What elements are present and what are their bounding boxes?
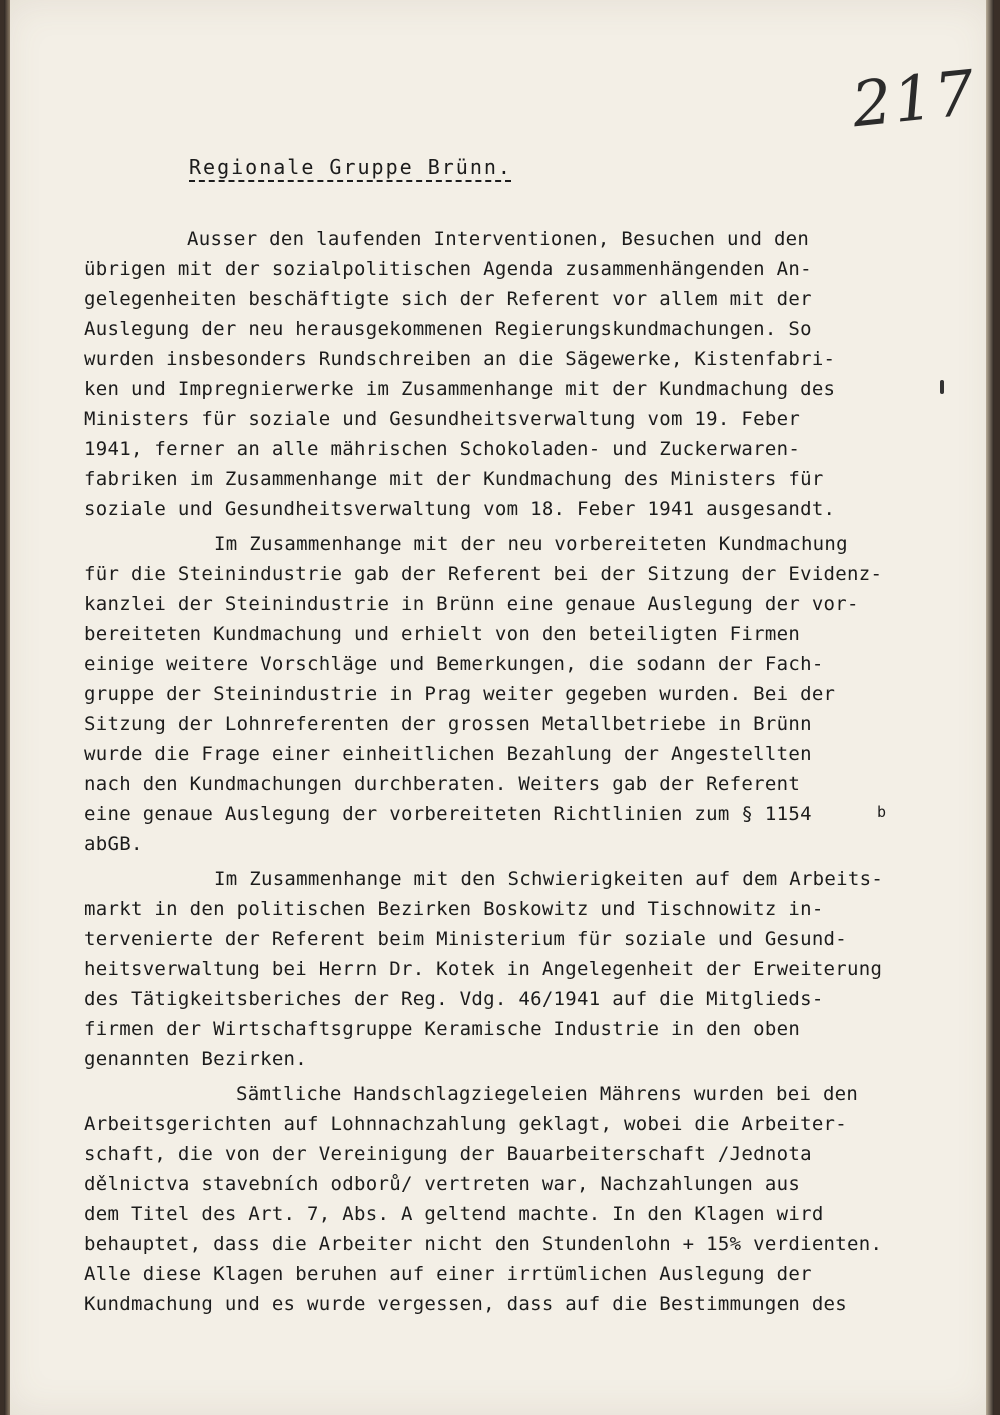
document-page bbox=[4, 0, 994, 1415]
text-line: 1941, ferner an alle mährischen Schokoladen- und Zuckerwaren- bbox=[84, 438, 801, 460]
text-line: des Tätigkeitsberiches der Reg. Vdg. 46/1941 auf die Mitglieds- bbox=[84, 988, 824, 1010]
text-line: übrigen mit der sozialpolitischen Agenda zusammenhängenden An- bbox=[84, 258, 812, 280]
text-line: Im Zusammenhange mit den Schwierigkeiten auf dem Arbeits- bbox=[214, 868, 884, 890]
text-line: firmen der Wirtschaftsgruppe Keramische Industrie in den oben bbox=[84, 1018, 801, 1040]
text-line: Sämtliche Handschlagziegeleien Mährens wurden bei den bbox=[236, 1083, 859, 1105]
text-line: kanzlei der Steinindustrie in Brünn eine genaue Auslegung der vor- bbox=[84, 593, 859, 615]
page-edge-left bbox=[4, 0, 10, 1415]
text-line: einige weitere Vorschläge und Bemerkungen, die sodann der Fach- bbox=[84, 653, 824, 675]
text-line: Im Zusammenhange mit der neu vorbereiteten Kundmachung bbox=[214, 533, 848, 555]
margin-mark bbox=[940, 380, 944, 394]
text-line: schaft, die von der Vereinigung der Bauarbeiterschaft /Jednota bbox=[84, 1143, 812, 1165]
text-line: eine genaue Auslegung der vorbereiteten Richtlinien zum § 1154 bbox=[84, 803, 812, 825]
text-line: markt in den politischen Bezirken Boskowitz und Tischnowitz in- bbox=[84, 898, 824, 920]
text-line: abGB. bbox=[84, 833, 143, 855]
text-line: soziale und Gesundheitsverwaltung vom 18. Feber 1941 ausgesandt. bbox=[84, 498, 836, 520]
superscript-b: b bbox=[877, 803, 887, 821]
text-line: behauptet, dass die Arbeiter nicht den Stundenlohn + 15% verdienten. bbox=[84, 1233, 883, 1255]
text-line: ken und Impregnierwerke im Zusammenhange mit der Kundmachung des bbox=[84, 378, 836, 400]
text-line: Alle diese Klagen beruhen auf einer irrtümlichen Auslegung der bbox=[84, 1263, 812, 1285]
section-title: Regionale Gruppe Brünn. bbox=[189, 155, 512, 179]
text-line: bereiteten Kundmachung und erhielt von den beteiligten Firmen bbox=[84, 623, 801, 645]
text-line: wurde die Frage einer einheitlichen Bezahlung der Angestellten bbox=[84, 743, 812, 765]
text-line: Sitzung der Lohnreferenten der grossen Metallbetriebe in Brünn bbox=[84, 713, 812, 735]
text-line: Ausser den laufenden Interventionen, Besuchen und den bbox=[187, 228, 810, 250]
text-line: für die Steinindustrie gab der Referent bei der Sitzung der Evidenz- bbox=[84, 563, 883, 585]
text-line: wurden insbesonders Rundschreiben an die Sägewerke, Kistenfabri- bbox=[84, 348, 836, 370]
text-line: heitsverwaltung bei Herrn Dr. Kotek in Angelegenheit der Erweiterung bbox=[84, 958, 883, 980]
text-line: Kundmachung und es wurde vergessen, dass auf die Bestimmungen des bbox=[84, 1293, 848, 1315]
text-line: gruppe der Steinindustrie in Prag weiter gegeben wurden. Bei der bbox=[84, 683, 836, 705]
text-line: Arbeitsgerichten auf Lohnnachzahlung geklagt, wobei die Arbeiter- bbox=[84, 1113, 848, 1135]
handwritten-page-number: 217 bbox=[848, 55, 980, 142]
text-line: dem Titel des Art. 7, Abs. A geltend machte. In den Klagen wird bbox=[84, 1203, 824, 1225]
page-edge-right bbox=[986, 0, 994, 1415]
text-line: Auslegung der neu herausgekommenen Regierungskundmachungen. So bbox=[84, 318, 812, 340]
text-line: nach den Kundmachungen durchberaten. Weiters gab der Referent bbox=[84, 773, 801, 795]
text-line: tervenierte der Referent beim Ministerium für soziale und Gesund- bbox=[84, 928, 848, 950]
text-line: genannten Bezirken. bbox=[84, 1048, 308, 1070]
text-line: gelegenheiten beschäftigte sich der Referent vor allem mit der bbox=[84, 288, 812, 310]
text-line: dělnictva stavebních odborů/ vertreten war, Nachzahlungen aus bbox=[84, 1173, 801, 1195]
text-line: Ministers für soziale und Gesundheitsverwaltung vom 19. Feber bbox=[84, 408, 801, 430]
text-line: fabriken im Zusammenhange mit der Kundmachung des Ministers für bbox=[84, 468, 824, 490]
